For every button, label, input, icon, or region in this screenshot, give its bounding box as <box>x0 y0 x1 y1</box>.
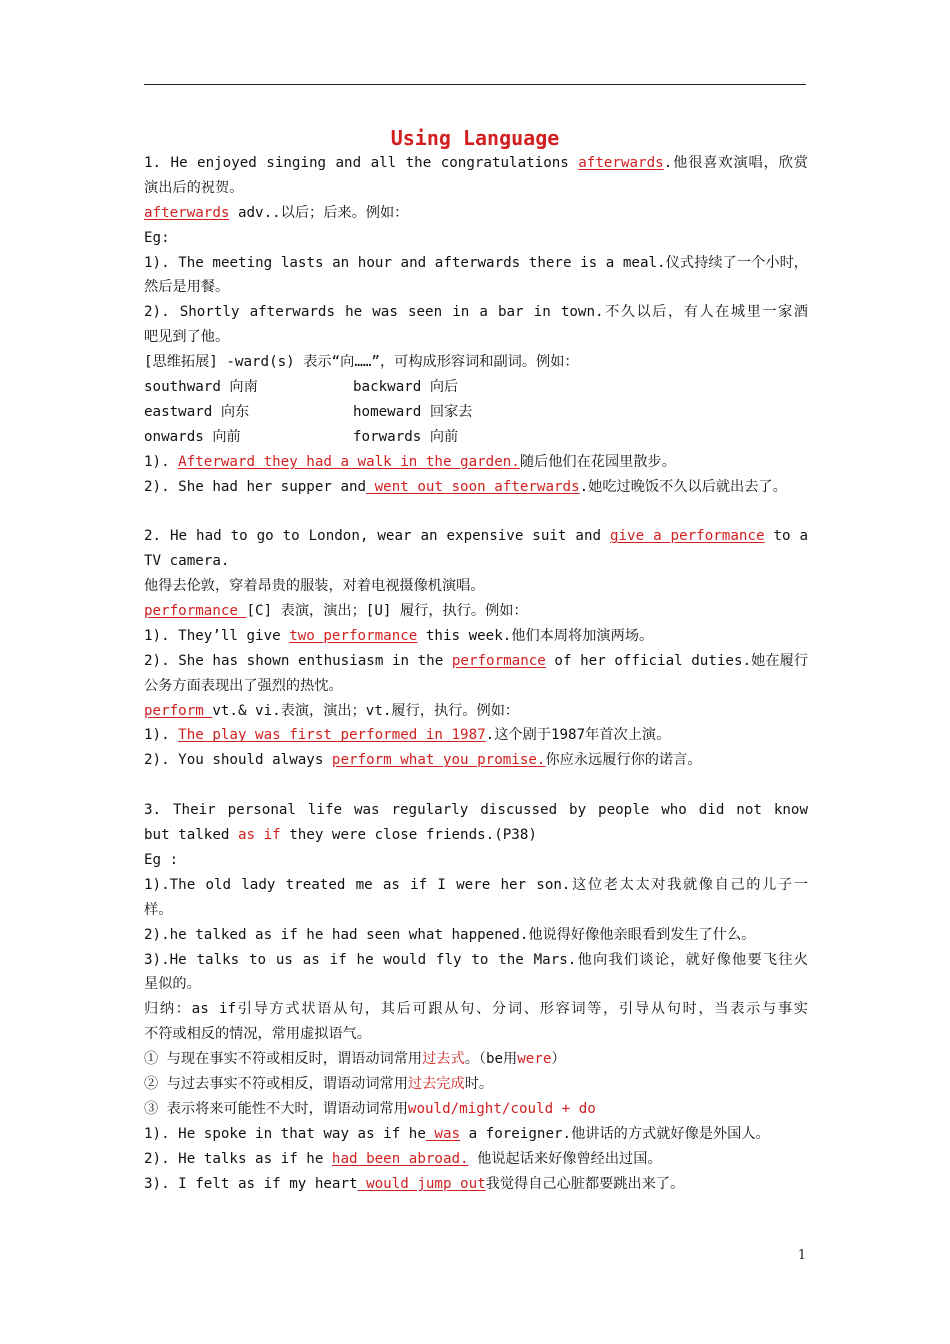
text-line: 公务方面表现出了强烈的热忱。 <box>144 677 343 694</box>
word-pair-row: eastward 向东 homeward 回家去 <box>144 403 473 420</box>
text-line: 演出后的祝贺。 <box>144 179 244 196</box>
text-line: 不符或相反的情况，常用虚拟语气。 <box>144 1026 372 1043</box>
example-line: 2). He talks as if he had been abroad. 他说起话来好像曾经出过国。 <box>144 1150 662 1167</box>
text-line: 吧见到了他。 <box>144 329 230 346</box>
example-line: 1).The old lady treated me as if I were her son.这位老太太对我就像自己的儿子一 <box>144 876 808 893</box>
page-number: 1 <box>797 1248 807 1263</box>
example-line: 3). I felt as if my heart would jump out我觉得自己心脏都要跳出来了。 <box>144 1175 685 1192</box>
text-line: [思维拓展] -ward(s) 表示“向……”，可构成形容词和副词。例如： <box>144 354 579 371</box>
example-line: 2).he talked as if he had seen what happened.他说得好像他亲眼看到发生了什么。 <box>144 926 756 943</box>
text-line: 1. He enjoyed singing and all the congratulations afterwards.他很喜欢演唱，欣赏 <box>144 155 808 171</box>
text-line: afterwards adv..以后；后来。例如： <box>144 204 409 221</box>
example-line: 2). You should always perform what you promise.你应永远履行你的诺言。 <box>144 752 702 769</box>
text-line: 2). Shortly afterwards he was seen in a bar in town.不久以后，有人在城里一家酒 <box>144 304 808 321</box>
example-line: 1). The play was first performed in 1987.这个剧于1987年首次上演。 <box>144 727 671 744</box>
blank-line <box>144 499 808 524</box>
text-line: performance [C] 表演，演出；[U] 履行，执行。例如： <box>144 603 528 620</box>
text-line: Eg : <box>144 851 179 868</box>
word-pair-row: southward 向南 backward 向后 <box>144 379 459 396</box>
text-line: 样。 <box>144 901 173 918</box>
word-pair-row: onwards 向前 forwards 向前 <box>144 428 459 445</box>
blank-line <box>144 773 808 798</box>
text-line: but talked as if they were close friends.(P38) <box>144 827 537 844</box>
text-line: 2. He had to go to London, wear an expensive suit and give a performance to a <box>144 528 808 545</box>
example-line: 1). They’ll give two performance this week.他们本周将加演两场。 <box>144 627 654 644</box>
example-line: 1). He spoke in that way as if he was a foreigner.他讲话的方式就好像是外国人。 <box>144 1125 770 1142</box>
rule-line: ① 与现在事实不符或相反时，谓语动词常用过去式。（be用were） <box>144 1051 566 1068</box>
text-line: 星似的。 <box>144 976 201 993</box>
text-line: Eg: <box>144 229 170 246</box>
example-line: 1). Afterward they had a walk in the garden.随后他们在花园里散步。 <box>144 453 676 470</box>
example-line: 2). She has shown enthusiasm in the performance of her official duties.她在履行 <box>144 652 808 669</box>
rule-line: ② 与过去事实不符或相反，谓语动词常用过去完成时。 <box>144 1075 494 1092</box>
rule-line: ③ 表示将来可能性不大时，谓语动词常用would/might/could + do <box>144 1100 596 1117</box>
document-body <box>144 151 808 1196</box>
text-line: 然后是用餐。 <box>144 279 230 296</box>
text-line: perform vt.& vi.表演，演出；vt.履行，执行。例如： <box>144 702 520 719</box>
page-title: Using Language <box>390 126 560 150</box>
text-line: TV camera. <box>144 553 230 570</box>
example-line: 2). She had her supper and went out soon afterwards.她吃过晚饭不久以后就出去了。 <box>144 478 787 495</box>
text-line: 1). The meeting lasts an hour and afterwards there is a meal.仪式持续了一个小时， <box>144 254 808 271</box>
text-line: 3. Their personal life was regularly discussed by people who did not know <box>144 802 808 819</box>
text-line: 他得去伦敦，穿着昂贵的服装，对着电视摄像机演唱。 <box>144 578 485 595</box>
text-line: 归纳：as if引导方式状语从句，其后可跟从句、分词、形容词等，引导从句时，当表示与事实 <box>144 1001 808 1018</box>
example-line: 3).He talks to us as if he would fly to the Mars.他向我们谈论，就好像他要飞往火 <box>144 951 808 968</box>
header-rule <box>144 84 806 85</box>
